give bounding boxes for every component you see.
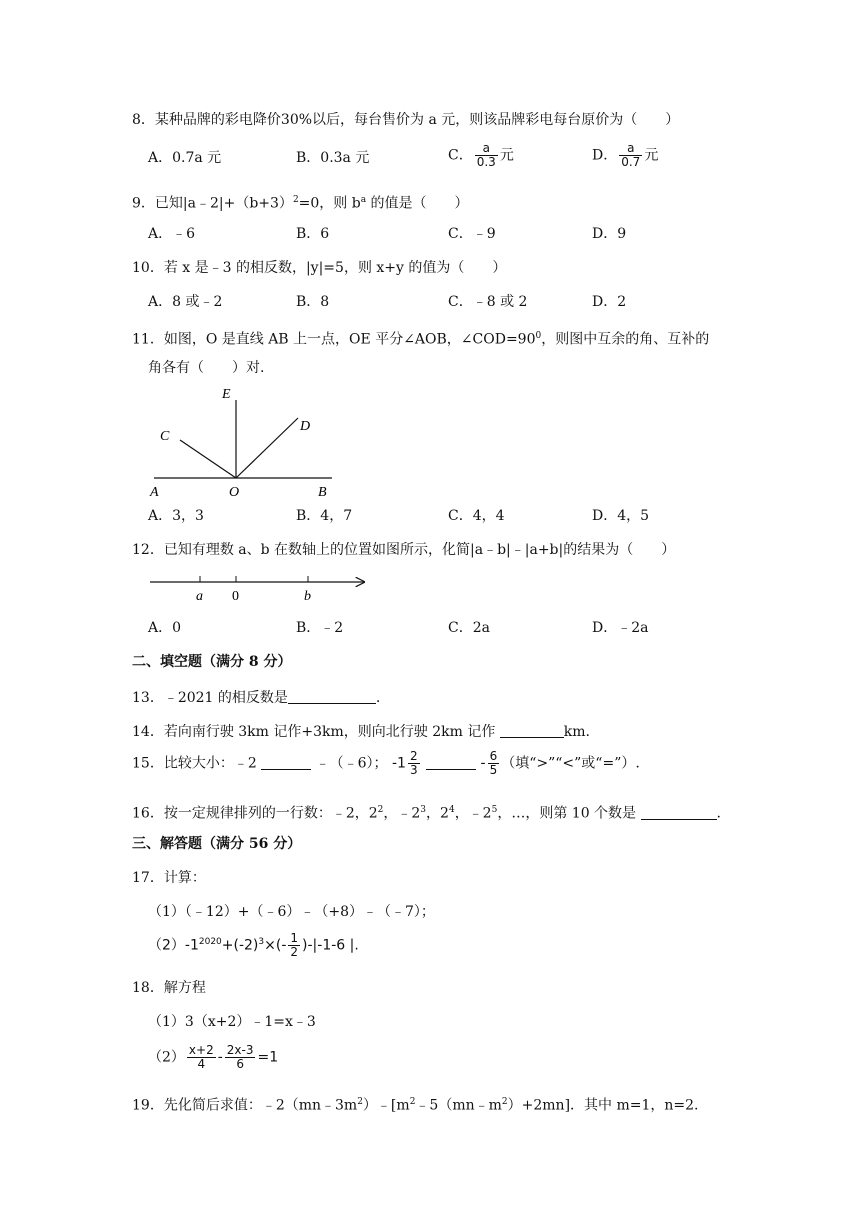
q8-option-d: D． $\frac{a}{0.7}$ 元 (592, 141, 659, 169)
question-17-part-1: （1）（﹣12）+（﹣6）﹣（+8）﹣（﹣7）； (148, 904, 435, 920)
label-a-point: a (196, 589, 203, 604)
label-b-point: b (304, 589, 311, 604)
q12-option-c: C．2a (448, 620, 490, 636)
label-zero: 0 (232, 589, 239, 604)
question-11-text-line1: 11．如图，O 是直线 AB 上一点，OE 平分∠AOB，$\angle COD=90^0$，则图中互余的角、互补的 (132, 331, 710, 348)
q9-option-a: A．﹣6 (148, 226, 196, 242)
label-c: C (160, 429, 170, 444)
q10-option-d: D．2 (592, 294, 627, 310)
answer-blank[interactable] (288, 689, 376, 704)
label-d: D (300, 419, 311, 434)
answer-blank[interactable] (641, 805, 717, 820)
q11-option-c: C．4，4 (448, 508, 505, 524)
answer-blank[interactable] (500, 723, 564, 738)
question-12-text: 12．已知有理数 a、b 在数轴上的位置如图所示，化简|a﹣b|﹣|a+b|的结果为（ ） (132, 542, 676, 558)
q10-option-c: C．﹣8 或 2 (448, 294, 528, 310)
angle-diagram (140, 382, 350, 502)
question-19-text: 19．先化简后求值：$﹣2(mn﹣3m^2)﹣[m^2﹣5(mn﹣m^2)+2mn]$．其中 m=1，n=2. (132, 1097, 699, 1114)
ray-od (236, 418, 298, 478)
question-11-text-line2: 角各有（ ）对. (148, 360, 265, 376)
question-17-part-2: $(2)-1^{2020}+(-2)^3\times(-$ $\frac{1}{2}$ )-|-1-6 |. (148, 931, 359, 960)
q11-option-a: A．3，3 (148, 508, 204, 524)
q12-option-b: B．﹣2 (296, 620, 344, 636)
question-10-text: 10．若 x 是﹣3 的相反数，|y|=5，则 x+y 的值为（ ） (132, 260, 507, 276)
section-3-heading: 三、解答题（满分 56 分） (132, 836, 302, 852)
question-13-text: 13．﹣2021 的相反数是 . (132, 690, 381, 706)
section-2-heading: 二、填空题（满分 8 分） (132, 654, 292, 670)
answer-blank[interactable] (426, 755, 476, 770)
q8-option-c: C． $\frac{a}{0.3}$ 元 (448, 141, 514, 169)
label-o: O (229, 485, 240, 500)
question-8-text: 8．某种品牌的彩电降价30%以后，每台售价为 a 元，则该品牌彩电每台原价为（ ） (132, 112, 680, 128)
number-line-diagram (146, 570, 376, 610)
q10-option-a: A．8 或﹣2 (148, 294, 223, 310)
q12-option-a: A．0 (148, 620, 182, 636)
question-16-text: 16．按一定规律排列的一行数：﹣2，$2^2$，$﹣2^3$，$2^4$，$﹣2^5$，…，则第 10 个数是 . (132, 805, 721, 822)
label-b: B (318, 485, 327, 500)
q8-option-b: B．0.3a 元 (296, 150, 370, 166)
ray-oc (180, 440, 236, 478)
label-e: E (222, 387, 231, 402)
q11-option-d: D．4，5 (592, 508, 650, 524)
question-17-title: 17．计算： (132, 870, 206, 886)
q9-option-d: D．9 (592, 226, 627, 242)
question-18-part-1: （1）3（x+2）﹣1=x﹣3 (148, 1014, 316, 1030)
q11-option-b: B．4，7 (296, 508, 353, 524)
q12-option-d: D．﹣2a (592, 620, 649, 636)
question-18-title: 18．解方程 (132, 980, 206, 996)
question-18-part-2: （2） $\frac{x+2}{4}$ - $\frac{2x-3}{6}$ =1 (148, 1043, 279, 1071)
label-a: A (150, 485, 159, 500)
question-14-text: 14．若向南行驶 3km 记作+3km，则向北行驶 2km 记作 km. (132, 724, 591, 740)
q9-option-c: C．﹣9 (448, 226, 496, 242)
q8-option-a: A．0.7a 元 (148, 150, 222, 166)
q9-option-b: B．6 (296, 226, 330, 242)
q10-option-b: B．8 (296, 294, 330, 310)
answer-blank[interactable] (261, 755, 311, 770)
question-15-text: 15．比较大小：﹣2 ﹣（﹣6）； -1 $\frac{2}{3}$ - $\frac{6}{5}$ （填“>”“<”或“=”）. (132, 749, 640, 777)
question-9-text: 9．已知$|a﹣2|+(b+3)^2=0$，则 $b^a$ 的值是（ ） (132, 195, 469, 212)
